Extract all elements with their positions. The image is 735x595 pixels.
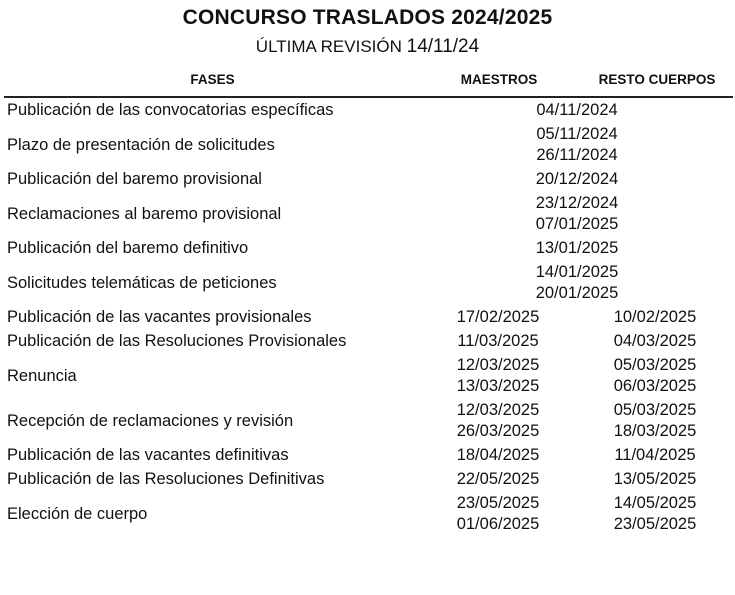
table-row bbox=[0, 124, 735, 166]
phase-label: Publicación de las Resoluciones Provisionales bbox=[7, 332, 347, 350]
phase-label: Publicación de las convocatorias específicas bbox=[7, 101, 334, 119]
column-header-maestros: MAESTROS bbox=[460, 72, 538, 87]
date-value: 18/03/2025 bbox=[613, 422, 697, 440]
table-row bbox=[0, 169, 735, 190]
date-value: 01/06/2025 bbox=[456, 515, 540, 533]
table-row bbox=[0, 355, 735, 397]
date-value: 20/12/2024 bbox=[535, 170, 619, 188]
resto-cuerpos-dates bbox=[594, 469, 716, 490]
phase-label: Solicitudes telemáticas de peticiones bbox=[7, 273, 277, 292]
maestros-dates bbox=[438, 331, 558, 352]
phase-label: Publicación de las Resoluciones Definitivas bbox=[7, 470, 325, 488]
phase-label: Publicación del baremo provisional bbox=[7, 170, 262, 188]
shared-dates bbox=[499, 124, 655, 166]
date-value: 18/04/2025 bbox=[456, 446, 540, 464]
table-row bbox=[0, 445, 735, 466]
date-value: 12/03/2025 bbox=[456, 356, 540, 374]
phase-label: Publicación de las vacantes definitivas bbox=[7, 446, 289, 464]
table-row bbox=[0, 400, 735, 442]
date-value: 20/01/2025 bbox=[535, 284, 619, 302]
phase-label: Recepción de reclamaciones y revisión bbox=[7, 411, 294, 430]
date-value: 13/01/2025 bbox=[535, 239, 619, 257]
resto-cuerpos-dates bbox=[594, 445, 716, 466]
date-value: 23/05/2025 bbox=[456, 494, 540, 512]
phase-label: Plazo de presentación de solicitudes bbox=[7, 135, 275, 154]
revision-line bbox=[0, 36, 735, 58]
phase-label: Publicación del baremo definitivo bbox=[7, 239, 249, 257]
maestros-dates bbox=[438, 355, 558, 397]
date-value: 22/05/2025 bbox=[456, 470, 540, 488]
maestros-dates bbox=[438, 469, 558, 490]
date-value: 14/05/2025 bbox=[613, 494, 697, 512]
shared-dates bbox=[499, 100, 655, 121]
table-row bbox=[0, 262, 735, 304]
date-value: 04/11/2024 bbox=[536, 101, 618, 119]
maestros-dates bbox=[438, 445, 558, 466]
date-value: 14/01/2025 bbox=[535, 263, 619, 281]
date-value: 05/03/2025 bbox=[613, 356, 697, 374]
shared-dates bbox=[499, 262, 655, 304]
table-row bbox=[0, 493, 735, 535]
table-row bbox=[0, 331, 735, 352]
phase-label: Renuncia bbox=[7, 366, 77, 385]
date-value: 17/02/2025 bbox=[456, 308, 540, 326]
header-divider bbox=[4, 96, 733, 98]
shared-dates bbox=[499, 169, 655, 190]
date-value: 05/11/2024 bbox=[536, 125, 618, 143]
date-value: 13/03/2025 bbox=[456, 377, 540, 395]
date-value: 04/03/2025 bbox=[613, 332, 697, 350]
shared-dates bbox=[499, 238, 655, 259]
resto-cuerpos-dates bbox=[594, 355, 716, 397]
page-title: CONCURSO TRASLADOS 2024/2025 bbox=[182, 6, 553, 29]
date-value: 05/03/2025 bbox=[613, 401, 697, 419]
column-header-resto-cuerpos: RESTO CUERPOS bbox=[598, 72, 716, 87]
maestros-dates bbox=[438, 400, 558, 442]
date-value: 13/05/2025 bbox=[613, 470, 697, 488]
date-value: 23/12/2024 bbox=[535, 194, 619, 212]
column-header-fases: FASES bbox=[190, 72, 235, 87]
date-value: 23/05/2025 bbox=[613, 515, 697, 533]
date-value: 26/03/2025 bbox=[456, 422, 540, 440]
resto-cuerpos-dates bbox=[594, 400, 716, 442]
table-row bbox=[0, 469, 735, 490]
date-value: 12/03/2025 bbox=[456, 401, 540, 419]
resto-cuerpos-dates bbox=[594, 307, 716, 328]
maestros-dates bbox=[438, 493, 558, 535]
phase-label: Reclamaciones al baremo provisional bbox=[7, 204, 282, 223]
phase-label: Elección de cuerpo bbox=[7, 504, 148, 523]
shared-dates bbox=[499, 193, 655, 235]
table-row bbox=[0, 100, 735, 121]
maestros-dates bbox=[438, 307, 558, 328]
date-value: 26/11/2024 bbox=[536, 146, 618, 164]
date-value: 06/03/2025 bbox=[613, 377, 697, 395]
revision-label: ÚLTIMA REVISIÓN bbox=[255, 37, 402, 56]
resto-cuerpos-dates bbox=[594, 493, 716, 535]
date-value: 11/03/2025 bbox=[457, 332, 539, 350]
phase-label: Publicación de las vacantes provisionales bbox=[7, 308, 312, 326]
table-row bbox=[0, 238, 735, 259]
date-value: 11/04/2025 bbox=[614, 446, 696, 464]
resto-cuerpos-dates bbox=[594, 331, 716, 352]
date-value: 10/02/2025 bbox=[613, 308, 697, 326]
date-value: 07/01/2025 bbox=[535, 215, 619, 233]
table-row bbox=[0, 193, 735, 235]
revision-date: 14/11/24 bbox=[406, 36, 480, 57]
table-row bbox=[0, 307, 735, 328]
